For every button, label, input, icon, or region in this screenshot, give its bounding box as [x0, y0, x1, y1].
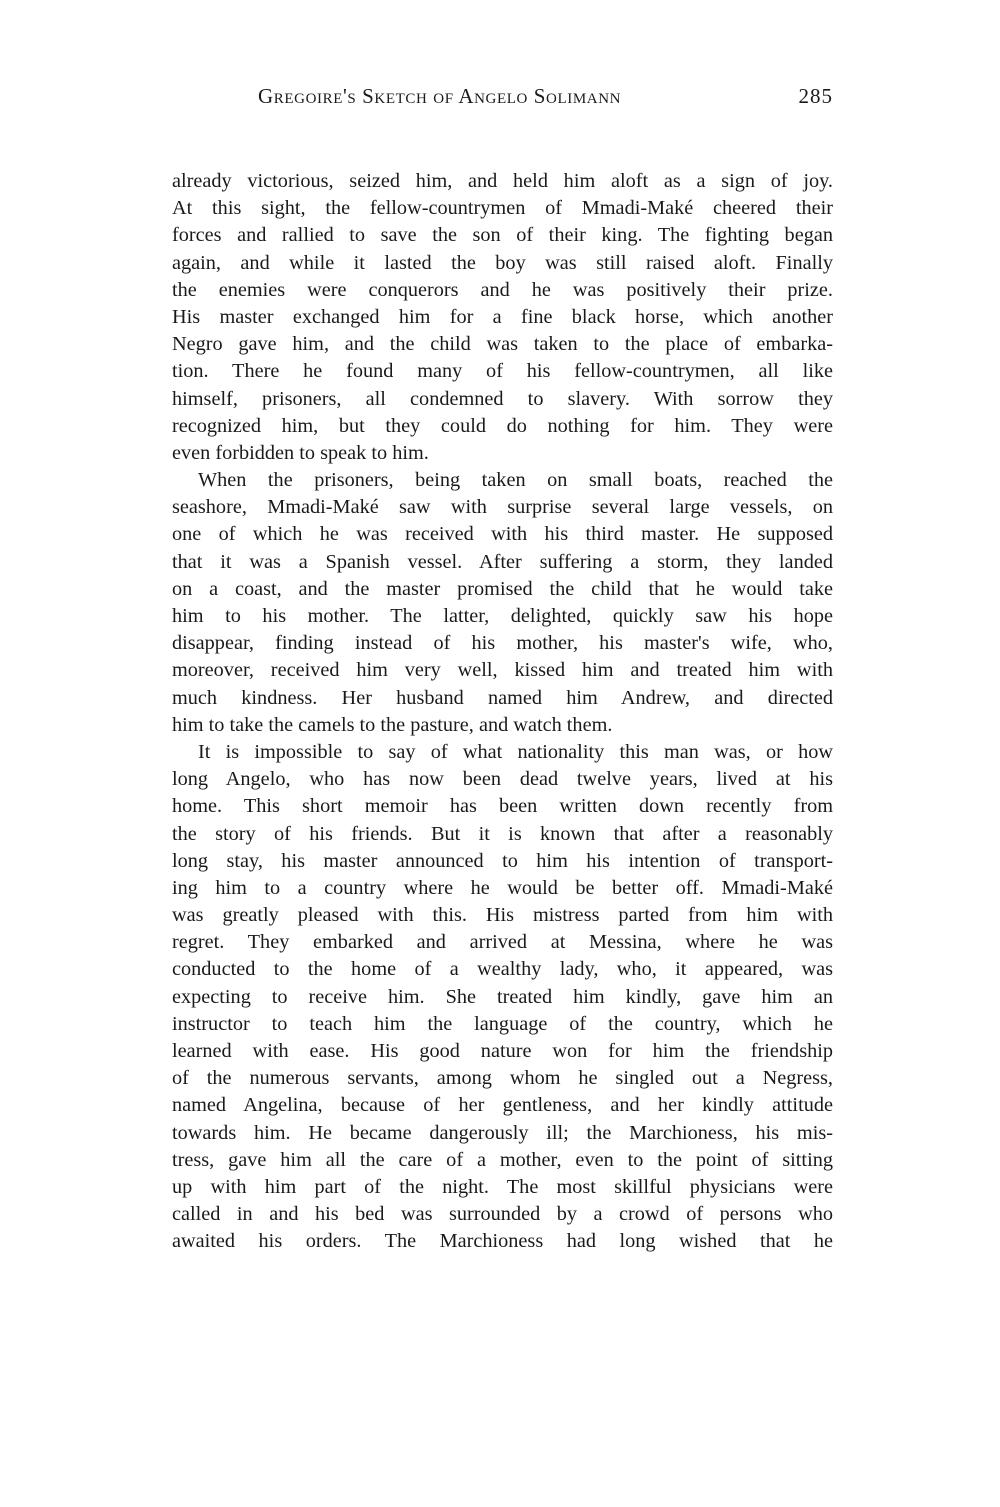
text-line: recognized him, but they could do nothing for him. They were: [172, 414, 833, 437]
text-line: forces and rallied to save the son of their king. The fighting began: [172, 224, 833, 247]
text-line: called in and his bed was surrounded by a crowd of persons who: [172, 1203, 833, 1226]
text-line: moreover, received him very well, kissed him and treated him with: [172, 659, 833, 682]
text-line: awaited his orders. The Marchioness had long wished that he: [172, 1230, 833, 1253]
text-line: Negro gave him, and the child was taken to the place of embarka-: [172, 333, 833, 356]
text-line: him to take the camels to the pasture, and watch them.: [172, 713, 613, 736]
text-line: ing him to a country where he would be better off. Mmadi-Maké: [172, 876, 833, 899]
text-line: even forbidden to speak to him.: [172, 441, 429, 464]
text-line: disappear, finding instead of his mother, his master's wife, who,: [172, 632, 833, 655]
running-title: Gregoire's Sketch of Angelo Solimann: [258, 84, 622, 108]
text-line: conducted to the home of a wealthy lady, who, it appeared, was: [172, 958, 833, 981]
text-line: named Angelina, because of her gentleness, and her kindly attitude: [172, 1094, 833, 1117]
text-line: towards him. He became dangerously ill; the Marchioness, his mis-: [172, 1121, 833, 1144]
text-line: When the prisoners, being taken on small boats, reached the: [198, 469, 833, 492]
text-line: him to his mother. The latter, delighted, quickly saw his hope: [172, 605, 833, 627]
text-line: expecting to receive him. She treated him kindly, gave him an: [172, 985, 833, 1008]
text-line: himself, prisoners, all condemned to slavery. With sorrow they: [172, 387, 833, 410]
text-line: already victorious, seized him, and held him aloft as a sign of joy.: [172, 170, 833, 192]
page-number: 285: [798, 84, 833, 108]
text-line: His master exchanged him for a fine black horse, which another: [172, 305, 833, 328]
paragraph: [172, 467, 833, 739]
text-line: of the numerous servants, among whom he singled out a Negress,: [172, 1067, 833, 1090]
paragraph: [172, 168, 833, 467]
running-header: [172, 84, 833, 114]
text-line: seashore, Mmadi-Maké saw with surprise several large vessels, on: [172, 496, 833, 519]
text-line: It is impossible to say of what nationality this man was, or how: [198, 740, 833, 763]
text-line: instructor to teach him the language of the country, which he: [172, 1012, 833, 1035]
text-line: up with him part of the night. The most skillful physicians were: [172, 1175, 833, 1198]
body-text: [172, 168, 833, 1256]
text-line: At this sight, the fellow-countrymen of Mmadi-Maké cheered their: [172, 197, 833, 220]
text-line: the story of his friends. But it is known that after a reasonably: [172, 822, 833, 845]
text-line: that it was a Spanish vessel. After suffering a storm, they landed: [172, 550, 833, 573]
paragraph: [172, 739, 833, 1256]
text-line: again, and while it lasted the boy was still raised aloft. Finally: [172, 251, 833, 274]
text-line: was greatly pleased with this. His mistress parted from him with: [172, 904, 833, 927]
text-line: the enemies were conquerors and he was positively their prize.: [172, 278, 833, 301]
text-line: home. This short memoir has been written down recently from: [172, 795, 833, 818]
text-line: learned with ease. His good nature won for him the friendship: [172, 1040, 833, 1062]
text-line: on a coast, and the master promised the child that he would take: [172, 577, 833, 600]
text-line: long Angelo, who has now been dead twelve years, lived at his: [172, 768, 833, 791]
text-line: regret. They embarked and arrived at Messina, where he was: [172, 931, 833, 954]
text-line: long stay, his master announced to him his intention of transport-: [172, 849, 833, 872]
text-line: tion. There he found many of his fellow-countrymen, all like: [172, 360, 833, 383]
text-line: much kindness. Her husband named him Andrew, and directed: [172, 686, 833, 709]
text-line: one of which he was received with his third master. He supposed: [172, 523, 833, 546]
text-line: tress, gave him all the care of a mother, even to the point of sitting: [172, 1148, 833, 1171]
